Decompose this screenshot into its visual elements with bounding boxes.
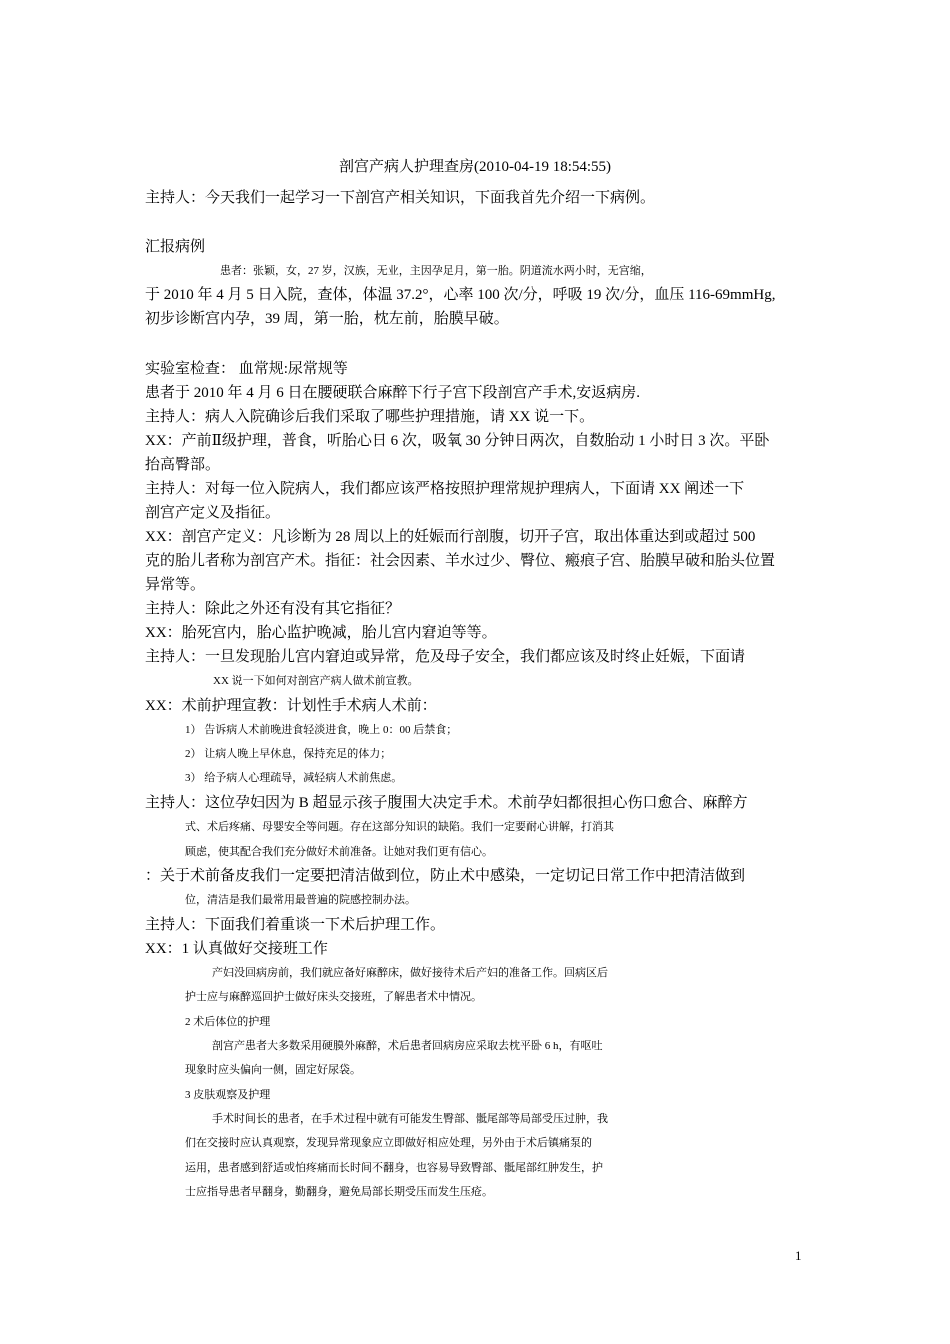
text-line: 主持人：病人入院确诊后我们采取了哪些护理措施，请 XX 说一下。	[145, 409, 595, 425]
page-number: 1	[795, 1248, 802, 1263]
text-line: XX：剖宫产定义：凡诊断为 28 周以上的妊娠而行剖腹，切开子宫，取出体重达到或超过 500	[145, 529, 756, 545]
text-line: 主持人：除此之外还有没有其它指征？	[145, 601, 401, 617]
text-line: 克的胎儿者称为剖宫产术。指征：社会因素、羊水过少、臀位、瘢痕子宫、胎膜早破和胎头位置	[145, 553, 776, 569]
text-line: 位，清洁是我们最常用最普遍的院感控制办法。	[185, 894, 416, 906]
text-line: 2） 让病人晚上早休息，保持充足的体力；	[185, 748, 392, 760]
text-line: 主持人：今天我们一起学习一下剖宫产相关知识，下面我首先介绍一下病例。	[145, 190, 656, 206]
text-line: XX：1 认真做好交接班工作	[145, 941, 328, 957]
text-line: ：关于术前备皮我们一定要把清洁做到位，防止术中感染，一定切记日常工作中把清洁做到	[145, 868, 746, 884]
text-line: 运用，患者感到舒适或怕疼痛而长时间不翻身，也容易导致臀部、骶尾部红肿发生，护	[185, 1162, 603, 1174]
text-line: 剖宫产患者大多数采用硬膜外麻醉，术后患者回病房应采取去枕平卧 6 h，有呕吐	[212, 1040, 603, 1052]
text-line: XX：胎死宫内，胎心监护晚减，胎儿宫内窘迫等等。	[145, 625, 497, 641]
text-line: 顾虑，使其配合我们充分做好术前准备。让她对我们更有信心。	[185, 846, 493, 858]
text-line: 1） 告诉病人术前晚进食轻淡进食，晚上 0：00 后禁食；	[185, 724, 458, 736]
text-line: 们在交接时应认真观察，发现异常现象应立即做好相应处理，另外由于术后镇痛泵的	[185, 1137, 592, 1149]
text-line: XX：术前护理宣教：计划性手术病人术前：	[145, 698, 437, 714]
text-line: 士应指导患者早翻身，勤翻身，避免局部长期受压而发生压疮。	[185, 1186, 493, 1198]
text-line: 初步诊断宫内孕，39 周，第一胎，枕左前，胎膜早破。	[145, 311, 509, 327]
text-line: 于 2010 年 4 月 5 日入院，查体，体温 37.2°，心率 100 次/分，呼吸 19 次/分，血压 116-69mmHg,	[145, 287, 776, 303]
text-line: 主持人：下面我们着重谈一下术后护理工作。	[145, 917, 446, 933]
text-line: 3） 给予病人心理疏导，减轻病人术前焦虑。	[185, 772, 403, 784]
text-line: 异常等。	[145, 577, 206, 593]
text-line: 抬高臀部。	[145, 457, 221, 473]
text-line: 2 术后体位的护理	[185, 1016, 271, 1028]
text-line: 主持人：对每一位入院病人，我们都应该严格按照护理常规护理病人，下面请 XX 阐述一下	[145, 481, 745, 497]
text-line: 式、术后疼痛、母婴安全等问题。存在这部分知识的缺陷。我们一定要耐心讲解，打消其	[185, 821, 614, 833]
text-line: 实验室检查： 血常规:尿常规等	[145, 361, 348, 377]
text-line: 主持人：这位孕妇因为 B 超显示孩子腹围大决定手术。术前孕妇都很担心伤口愈合、麻醉方	[145, 795, 748, 811]
document-title: 剖宫产病人护理查房(2010-04-19 18:54:55)	[338, 159, 612, 175]
text-line: 主持人：一旦发现胎儿宫内窘迫或异常，危及母子安全，我们都应该及时终止妊娠，下面请	[145, 649, 746, 665]
text-line: 剖宫产定义及指征。	[145, 505, 281, 521]
text-line: 患者于 2010 年 4 月 6 日在腰硬联合麻醉下行子宫下段剖宫产手术,安返病房.	[145, 385, 641, 401]
text-line: 手术时间长的患者，在手术过程中就有可能发生臀部、骶尾部等局部受压过肿，我	[212, 1113, 608, 1125]
text-line: 汇报病例	[145, 239, 206, 255]
text-line: 现象时应头偏向一侧，固定好尿袋。	[185, 1064, 361, 1076]
text-line: 产妇没回病房前，我们就应备好麻醉床，做好接待术后产妇的准备工作。回病区后	[212, 967, 608, 979]
text-line: 3 皮肤观察及护理	[185, 1089, 271, 1101]
text-line: 患者：张颖，女，27 岁，汉族，无业，主因孕足月，第一胎。阴道流水两小时，无宫缩，	[220, 265, 652, 277]
text-line: 护士应与麻醉巡回护士做好床头交接班，了解患者术中情况。	[185, 991, 482, 1003]
text-line: XX：产前Ⅱ级护理，普食，听胎心日 6 次，吸氧 30 分钟日两次，自数胎动 1 小时日 3 次。平卧	[145, 433, 770, 449]
text-line: XX 说一下如何对剖宫产病人做术前宣教。	[213, 675, 419, 687]
